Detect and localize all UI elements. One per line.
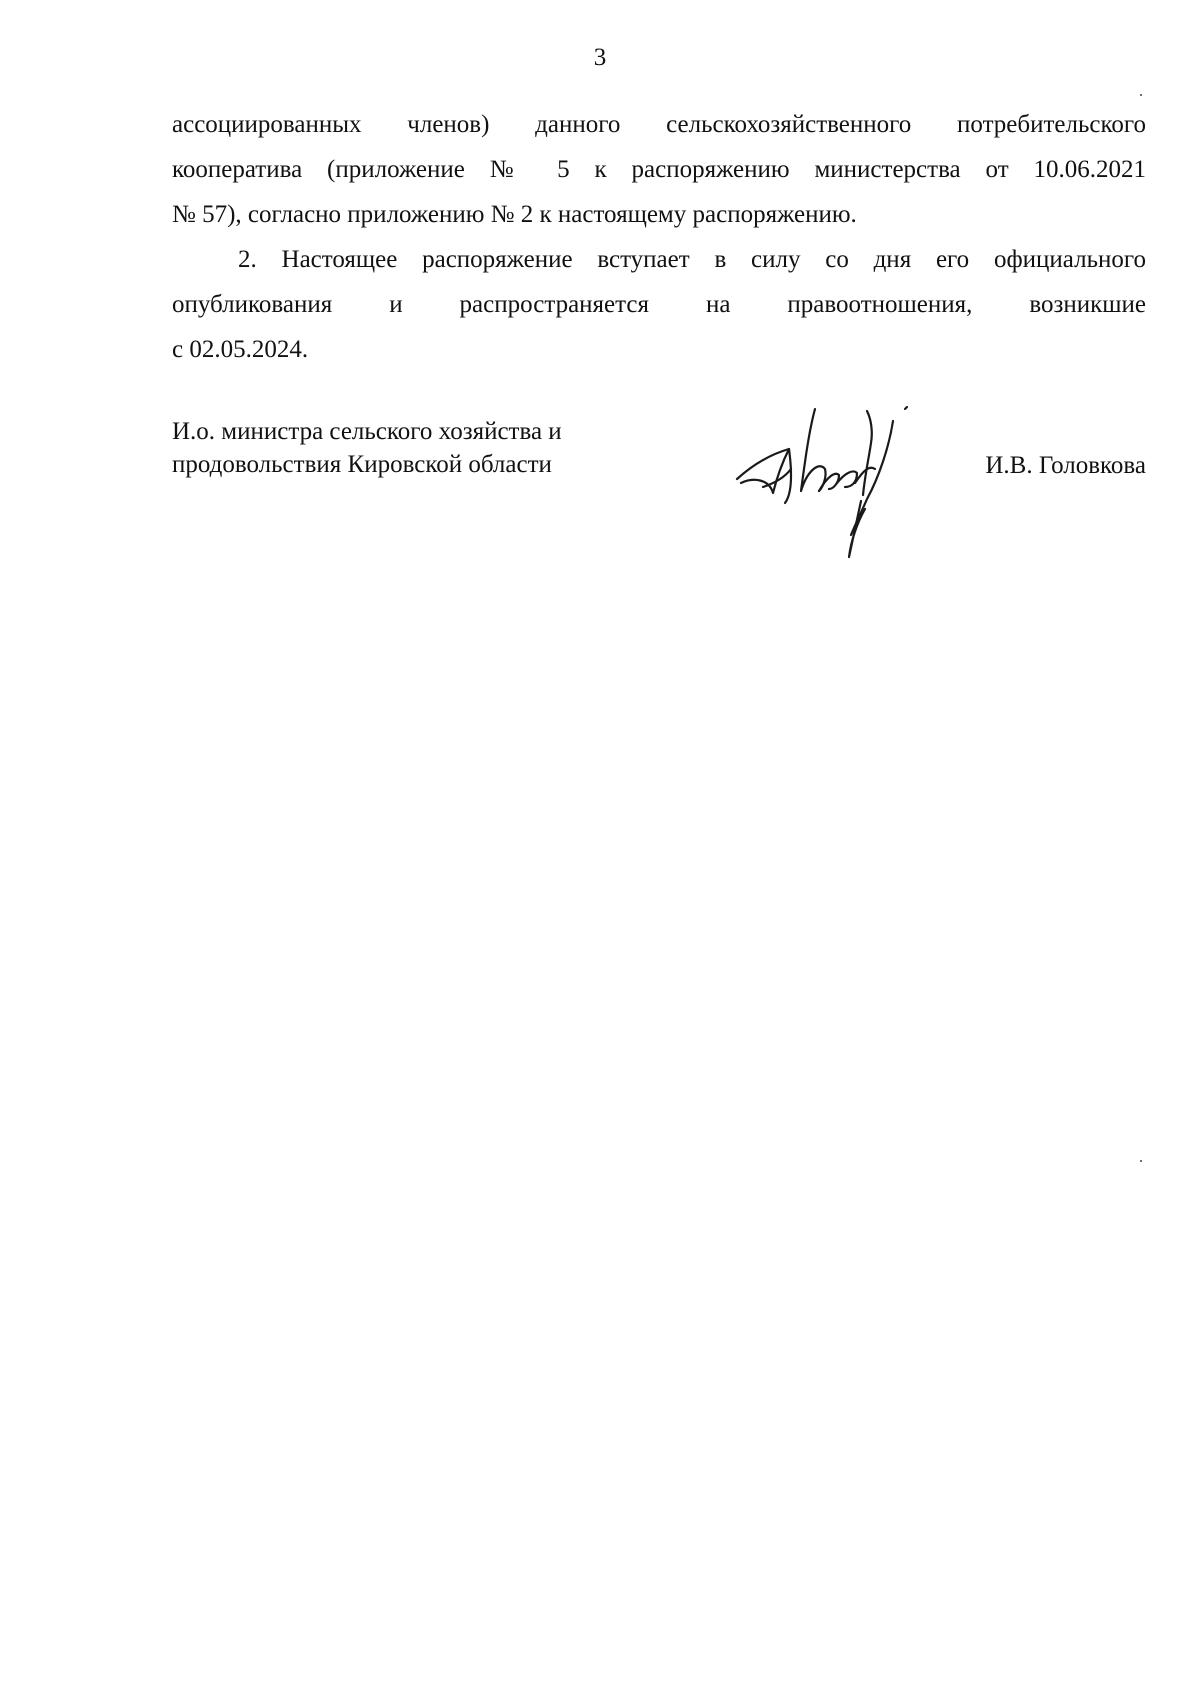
paragraph-line: № 57), согласно приложению № 2 к настоящему распоряжению. xyxy=(172,201,857,228)
scan-speck xyxy=(1140,94,1142,96)
paragraph-line: опубликования и распространяется на правоотношения, возникшие xyxy=(172,291,1146,318)
signer-position-line: продовольствия Кировской области xyxy=(172,451,552,478)
paragraph-continuation xyxy=(172,102,1146,237)
paragraph-item-2 xyxy=(172,237,1146,372)
paragraph-line: с 02.05.2024. xyxy=(172,336,309,363)
signature-block xyxy=(172,415,1146,585)
signer-name: И.В. Головкова xyxy=(985,452,1146,479)
paragraph-line: ассоциированных членов) данного сельскохозяйственного потребительского xyxy=(172,111,1146,138)
paragraph-line: 2. Настоящее распоряжение вступает в силу со дня его официального xyxy=(238,246,1146,273)
paragraph-line: кооператива (приложение № 5 к распоряжению министерства от 10.06.2021 xyxy=(172,156,1146,183)
signer-position xyxy=(172,415,672,481)
signer-position-line: И.о. министра сельского хозяйства и xyxy=(172,418,562,445)
handwritten-signature-icon xyxy=(727,391,937,581)
page-number: 3 xyxy=(593,44,607,71)
scan-speck xyxy=(1140,1160,1142,1162)
